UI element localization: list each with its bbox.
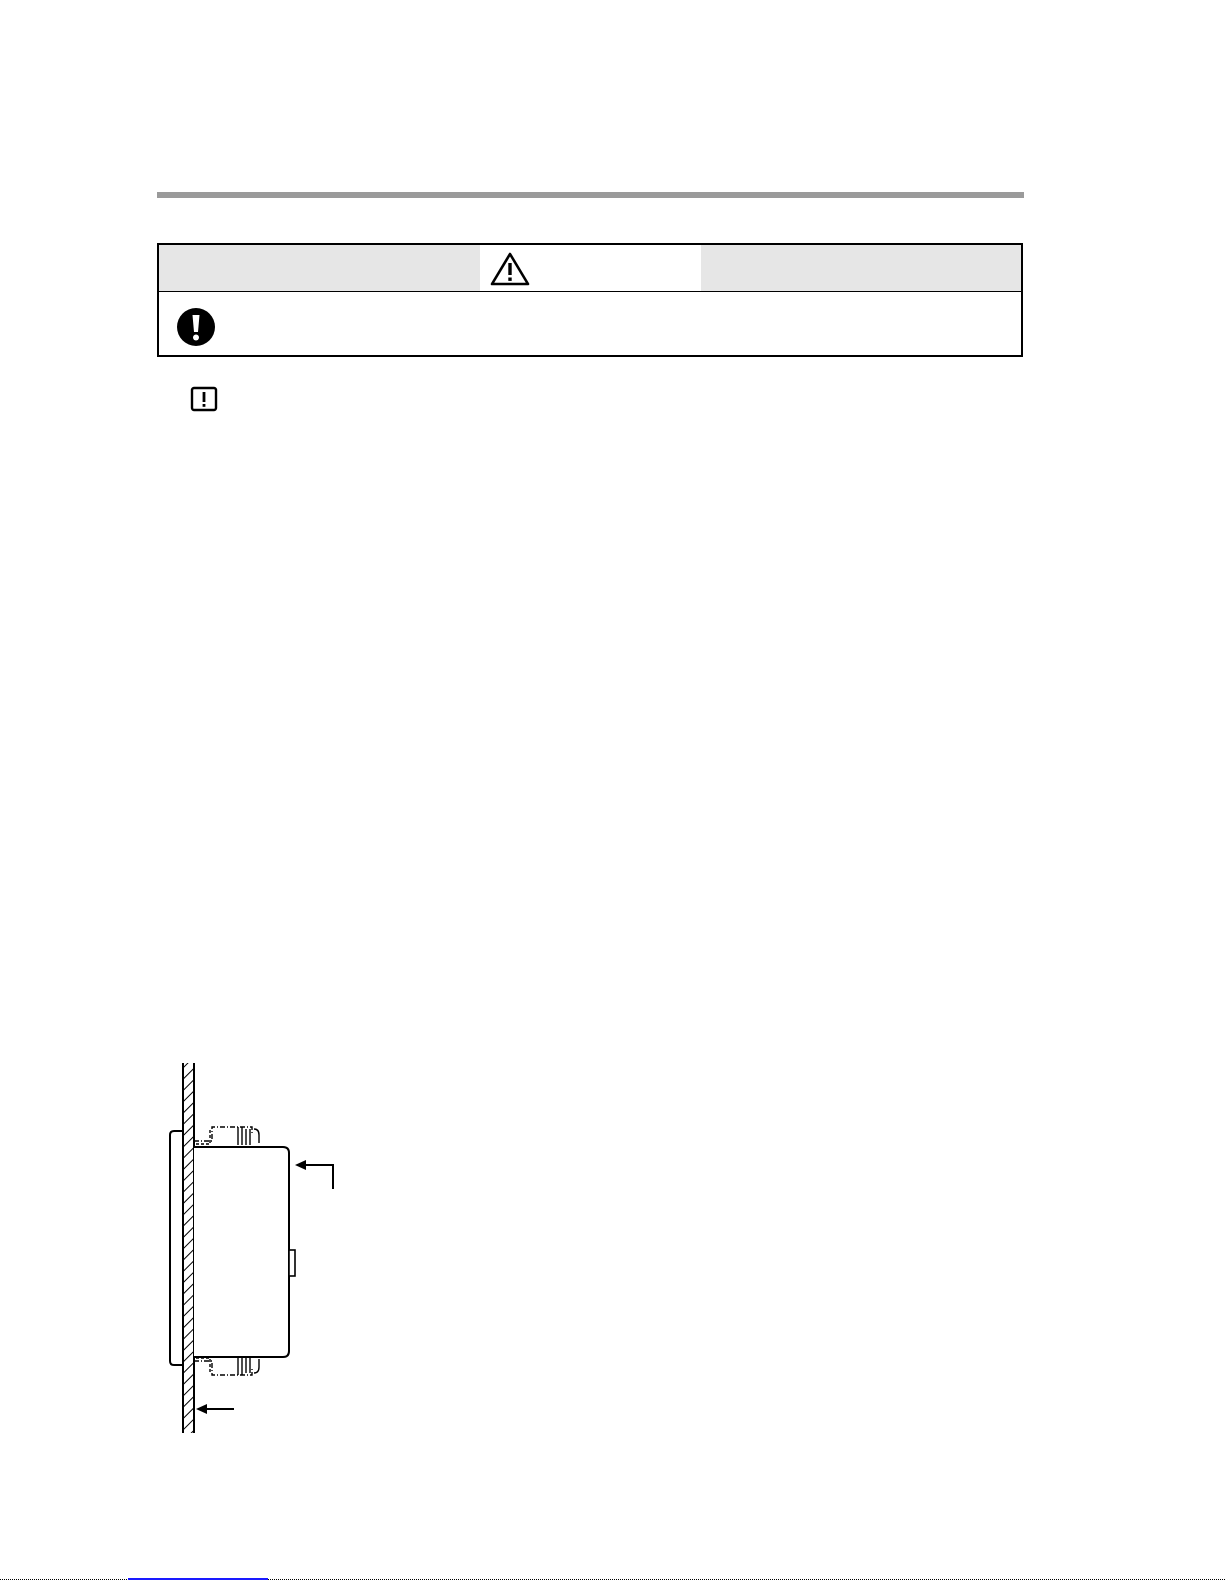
footer-link-underline[interactable]: [128, 1578, 268, 1580]
note-exclamation-icon: [190, 386, 218, 412]
mounting-panel: [183, 1063, 194, 1433]
bottom-mounting-bracket: [194, 1357, 259, 1375]
body-callout-arrow: [295, 1160, 333, 1189]
caution-box: [157, 243, 1023, 357]
caution-header: [159, 245, 1021, 292]
instrument-body: [194, 1147, 295, 1357]
panel-mounting-diagram: [150, 1055, 370, 1440]
section-heading-rule: [157, 192, 1024, 198]
panel-callout-arrow: [196, 1404, 234, 1414]
warning-triangle-icon: [489, 251, 531, 287]
top-mounting-bracket: [194, 1127, 259, 1145]
mandatory-exclamation-icon: [176, 307, 216, 347]
front-bezel: [170, 1131, 183, 1365]
